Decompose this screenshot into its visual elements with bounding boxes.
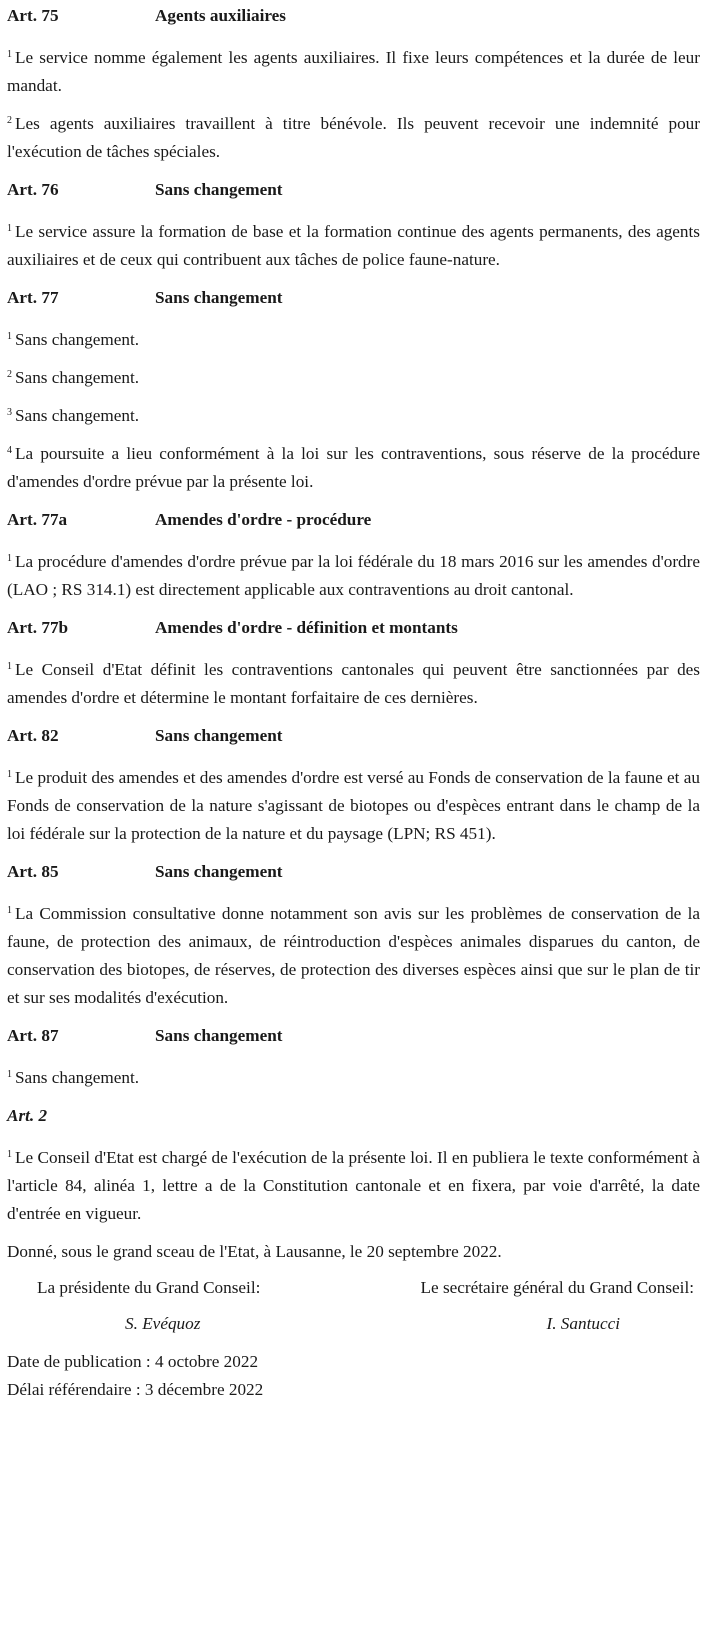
secretary-role: Le secrétaire général du Grand Conseil: bbox=[420, 1278, 694, 1297]
president-role: La présidente du Grand Conseil: bbox=[37, 1278, 261, 1297]
paragraph-text: Sans changement. bbox=[15, 1068, 140, 1087]
article-title: Amendes d'ordre - définition et montants bbox=[155, 618, 458, 637]
publication-date: Date de publication : 4 octobre 2022 bbox=[7, 1352, 259, 1371]
article-title: Sans changement bbox=[155, 1026, 283, 1045]
article-paragraph bbox=[7, 440, 700, 496]
article-number: Art. 75 bbox=[7, 6, 59, 25]
secretary-name: I. Santucci bbox=[546, 1314, 620, 1333]
article-title: Sans changement bbox=[155, 862, 283, 881]
article-paragraph bbox=[7, 218, 700, 274]
paragraph-text: La procédure d'amendes d'ordre prévue par la loi fédérale du 18 mars 2016 sur les amendes d'ordre (LAO ; RS 314.1) est directement applicable aux contraventions au droit cantonal. bbox=[7, 552, 700, 599]
article-number: Art. 77b bbox=[7, 618, 69, 637]
law-document bbox=[7, 0, 700, 1404]
article-title: Agents auxiliaires bbox=[155, 6, 286, 25]
article-heading bbox=[7, 506, 700, 534]
article-paragraph bbox=[7, 1064, 700, 1092]
article-title: Amendes d'ordre - procédure bbox=[155, 510, 372, 529]
signature-roles bbox=[7, 1274, 700, 1302]
given-statement: Donné, sous le grand sceau de l'Etat, à Lausanne, le 20 septembre 2022. bbox=[7, 1242, 502, 1261]
signature-names bbox=[7, 1310, 700, 1338]
article-number: Art. 76 bbox=[7, 180, 59, 199]
referendum-delay: Délai référendaire : 3 décembre 2022 bbox=[7, 1380, 264, 1399]
paragraph-number: 2 bbox=[7, 115, 12, 126]
article-paragraph bbox=[7, 110, 700, 166]
president-name: S. Evéquoz bbox=[125, 1314, 201, 1333]
paragraph-number: 1 bbox=[7, 49, 12, 60]
paragraph-number: 4 bbox=[7, 445, 12, 456]
article-heading bbox=[7, 2, 700, 30]
article-paragraph bbox=[7, 364, 700, 392]
paragraph-text: Le produit des amendes et des amendes d'ordre est versé au Fonds de conservation de la faune et au Fonds de conservation de la nature s'agissant de biotopes ou d'espèces entrant dans le champ de la loi fédérale sur la protection de la nature et du paysage (LPN; RS 451). bbox=[7, 768, 700, 843]
article-title: Sans changement bbox=[155, 180, 283, 199]
article-title: Sans changement bbox=[155, 726, 283, 745]
article-heading bbox=[7, 858, 700, 886]
articles-list bbox=[7, 2, 700, 1092]
article-paragraph bbox=[7, 548, 700, 604]
article-paragraph bbox=[7, 326, 700, 354]
article-paragraph bbox=[7, 900, 700, 1012]
article-title: Sans changement bbox=[155, 288, 283, 307]
paragraph-number: 1 bbox=[7, 331, 12, 342]
article-number: Art. 77a bbox=[7, 510, 68, 529]
article-paragraph bbox=[7, 656, 700, 712]
article-paragraph bbox=[7, 44, 700, 100]
article-heading bbox=[7, 614, 700, 642]
article-number: Art. 87 bbox=[7, 1026, 59, 1045]
paragraph-number: 1 bbox=[7, 1149, 12, 1160]
paragraph-text: Le Conseil d'Etat définit les contraventions cantonales qui peuvent être sanctionnées par des amendes d'ordre et détermine le montant forfaitaire de ces dernières. bbox=[7, 660, 700, 707]
article-heading bbox=[7, 722, 700, 750]
article-heading bbox=[7, 1022, 700, 1050]
paragraph-number: 1 bbox=[7, 905, 12, 916]
art2-heading: Art. 2 bbox=[7, 1106, 48, 1125]
paragraph-number: 2 bbox=[7, 369, 12, 380]
paragraph-number: 1 bbox=[7, 223, 12, 234]
paragraph-text: La Commission consultative donne notamment son avis sur les problèmes de conservation de la faune, de protection des animaux, de réintroduction d'espèces animales disparues du canton, de conservation des biotopes, de réserves, de protection des diverses espèces ainsi que sur le plan de tir et sur ses modalités d'exécution. bbox=[7, 904, 700, 1007]
article-heading bbox=[7, 176, 700, 204]
paragraph-text: Sans changement. bbox=[15, 330, 140, 349]
article-number: Art. 85 bbox=[7, 862, 59, 881]
paragraph-text: Le Conseil d'Etat est chargé de l'exécution de la présente loi. Il en publiera le texte conformément à l'article 84, alinéa 1, lettre a de la Constitution cantonale et en fixera, par voie d'arrêté, la date d'entrée en vigueur. bbox=[7, 1148, 700, 1223]
paragraph-number: 3 bbox=[7, 407, 12, 418]
article-paragraph bbox=[7, 402, 700, 430]
paragraph-text: Les agents auxiliaires travaillent à titre bénévole. Ils peuvent recevoir une indemnité pour l'exécution de tâches spéciales. bbox=[7, 114, 700, 161]
art2-paragraph bbox=[7, 1144, 700, 1228]
paragraph-number: 1 bbox=[7, 553, 12, 564]
article-number: Art. 82 bbox=[7, 726, 59, 745]
paragraph-text: Sans changement. bbox=[15, 406, 140, 425]
paragraph-number: 1 bbox=[7, 769, 12, 780]
paragraph-number: 1 bbox=[7, 1069, 12, 1080]
article-number: Art. 77 bbox=[7, 288, 59, 307]
article-heading bbox=[7, 284, 700, 312]
paragraph-text: Sans changement. bbox=[15, 368, 140, 387]
paragraph-number: 1 bbox=[7, 661, 12, 672]
paragraph-text: La poursuite a lieu conformément à la loi sur les contraventions, sous réserve de la procédure d'amendes d'ordre prévue par la présente loi. bbox=[7, 444, 700, 491]
paragraph-text: Le service assure la formation de base et la formation continue des agents permanents, des agents auxiliaires et de ceux qui contribuent aux tâches de police faune-nature. bbox=[7, 222, 700, 269]
article-paragraph bbox=[7, 764, 700, 848]
paragraph-text: Le service nomme également les agents auxiliaires. Il fixe leurs compétences et la durée de leur mandat. bbox=[7, 48, 700, 95]
